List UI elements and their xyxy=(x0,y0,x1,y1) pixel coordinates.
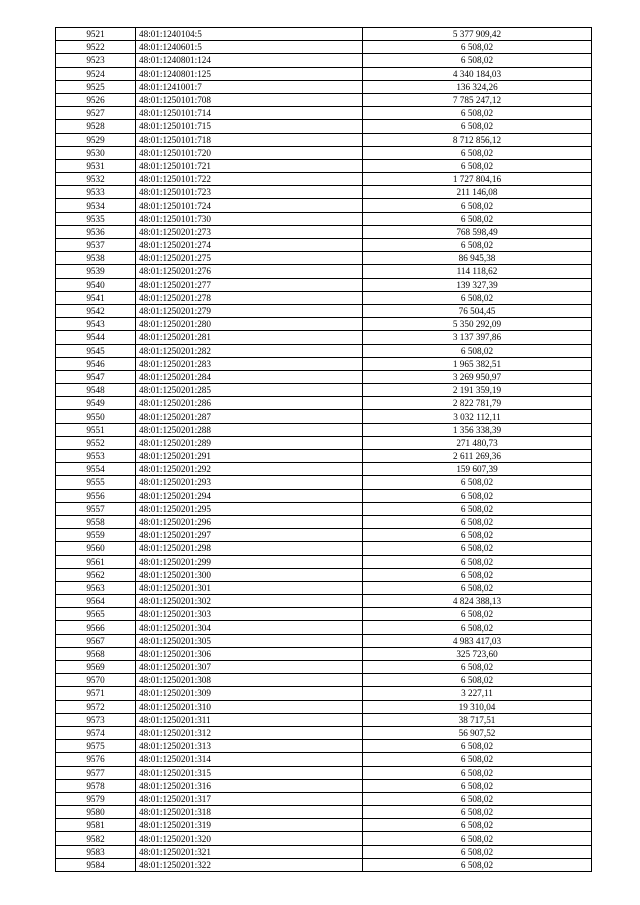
row-number-cell: 9556 xyxy=(56,489,136,502)
row-number-cell: 9567 xyxy=(56,634,136,647)
cadastral-value-cell: 4 824 388,13 xyxy=(363,595,592,608)
row-number-cell: 9573 xyxy=(56,713,136,726)
table-row xyxy=(56,489,592,502)
table-row xyxy=(56,199,592,212)
table-row xyxy=(56,766,592,779)
row-number-cell: 9532 xyxy=(56,173,136,186)
cadastral-value-cell: 159 607,39 xyxy=(363,463,592,476)
row-number-cell: 9572 xyxy=(56,700,136,713)
table-row xyxy=(56,318,592,331)
cadastral-number-cell: 48:01:1250201:280 xyxy=(136,318,363,331)
cadastral-number-cell: 48:01:1250201:288 xyxy=(136,423,363,436)
table-row xyxy=(56,476,592,489)
cadastral-value-cell: 211 146,08 xyxy=(363,186,592,199)
cadastral-number-cell: 48:01:1250101:721 xyxy=(136,159,363,172)
row-number-cell: 9584 xyxy=(56,858,136,871)
row-number-cell: 9563 xyxy=(56,581,136,594)
table-row xyxy=(56,186,592,199)
cadastral-value-cell: 2 611 269,36 xyxy=(363,450,592,463)
cadastral-number-cell: 48:01:1250101:730 xyxy=(136,212,363,225)
cadastral-value-cell: 3 032 112,11 xyxy=(363,410,592,423)
table-row xyxy=(56,542,592,555)
table-row xyxy=(56,832,592,845)
cadastral-value-cell: 6 508,02 xyxy=(363,792,592,805)
cadastral-number-cell: 48:01:1250201:319 xyxy=(136,819,363,832)
table-row xyxy=(56,515,592,528)
row-number-cell: 9538 xyxy=(56,252,136,265)
cadastral-number-cell: 48:01:1250201:320 xyxy=(136,832,363,845)
cadastral-value-cell: 6 508,02 xyxy=(363,529,592,542)
cadastral-number-cell: 48:01:1240104:5 xyxy=(136,28,363,41)
cadastral-value-cell: 1 356 338,39 xyxy=(363,423,592,436)
cadastral-value-table xyxy=(55,27,592,872)
row-number-cell: 9528 xyxy=(56,120,136,133)
cadastral-value-cell: 2 191 359,19 xyxy=(363,384,592,397)
cadastral-value-cell: 2 822 781,79 xyxy=(363,397,592,410)
cadastral-number-cell: 48:01:1250201:279 xyxy=(136,304,363,317)
table-row xyxy=(56,581,592,594)
table-row xyxy=(56,331,592,344)
table-row xyxy=(56,621,592,634)
cadastral-value-cell: 86 945,38 xyxy=(363,252,592,265)
cadastral-value-cell: 4 340 184,03 xyxy=(363,67,592,80)
table-row xyxy=(56,713,592,726)
table-row xyxy=(56,845,592,858)
table-row xyxy=(56,146,592,159)
table-row xyxy=(56,252,592,265)
cadastral-number-cell: 48:01:1250201:281 xyxy=(136,331,363,344)
row-number-cell: 9521 xyxy=(56,28,136,41)
table-row xyxy=(56,397,592,410)
row-number-cell: 9571 xyxy=(56,687,136,700)
cadastral-number-cell: 48:01:1250101:715 xyxy=(136,120,363,133)
row-number-cell: 9576 xyxy=(56,753,136,766)
table-row xyxy=(56,159,592,172)
row-number-cell: 9549 xyxy=(56,397,136,410)
cadastral-number-cell: 48:01:1241001:7 xyxy=(136,80,363,93)
cadastral-value-cell: 6 508,02 xyxy=(363,858,592,871)
cadastral-number-cell: 48:01:1250201:311 xyxy=(136,713,363,726)
row-number-cell: 9544 xyxy=(56,331,136,344)
row-number-cell: 9560 xyxy=(56,542,136,555)
row-number-cell: 9547 xyxy=(56,370,136,383)
row-number-cell: 9559 xyxy=(56,529,136,542)
cadastral-number-cell: 48:01:1250201:277 xyxy=(136,278,363,291)
row-number-cell: 9536 xyxy=(56,225,136,238)
cadastral-value-cell: 6 508,02 xyxy=(363,515,592,528)
cadastral-value-cell: 1 965 382,51 xyxy=(363,357,592,370)
row-number-cell: 9535 xyxy=(56,212,136,225)
table-row xyxy=(56,647,592,660)
cadastral-value-cell: 325 723,60 xyxy=(363,647,592,660)
table-row xyxy=(56,753,592,766)
table-row xyxy=(56,450,592,463)
row-number-cell: 9525 xyxy=(56,80,136,93)
table-row xyxy=(56,304,592,317)
cadastral-number-cell: 48:01:1250201:297 xyxy=(136,529,363,542)
row-number-cell: 9568 xyxy=(56,647,136,660)
cadastral-value-cell: 6 508,02 xyxy=(363,608,592,621)
cadastral-number-cell: 48:01:1250201:315 xyxy=(136,766,363,779)
cadastral-value-cell: 8 712 856,12 xyxy=(363,133,592,146)
table-row xyxy=(56,463,592,476)
cadastral-value-cell: 6 508,02 xyxy=(363,542,592,555)
table-row xyxy=(56,357,592,370)
table-row xyxy=(56,502,592,515)
row-number-cell: 9534 xyxy=(56,199,136,212)
cadastral-value-cell: 56 907,52 xyxy=(363,726,592,739)
cadastral-value-cell: 114 118,62 xyxy=(363,265,592,278)
cadastral-number-cell: 48:01:1250201:314 xyxy=(136,753,363,766)
table-row xyxy=(56,700,592,713)
table-row xyxy=(56,28,592,41)
table-row xyxy=(56,595,592,608)
table-row xyxy=(56,54,592,67)
cadastral-value-cell: 6 508,02 xyxy=(363,107,592,120)
table-row xyxy=(56,687,592,700)
cadastral-value-cell: 6 508,02 xyxy=(363,476,592,489)
table-row xyxy=(56,608,592,621)
cadastral-value-cell: 6 508,02 xyxy=(363,291,592,304)
row-number-cell: 9582 xyxy=(56,832,136,845)
row-number-cell: 9541 xyxy=(56,291,136,304)
row-number-cell: 9537 xyxy=(56,239,136,252)
cadastral-value-cell: 6 508,02 xyxy=(363,344,592,357)
cadastral-value-cell: 38 717,51 xyxy=(363,713,592,726)
cadastral-value-cell: 6 508,02 xyxy=(363,819,592,832)
cadastral-number-cell: 48:01:1250201:278 xyxy=(136,291,363,304)
cadastral-number-cell: 48:01:1250201:287 xyxy=(136,410,363,423)
row-number-cell: 9575 xyxy=(56,740,136,753)
cadastral-number-cell: 48:01:1250101:708 xyxy=(136,93,363,106)
row-number-cell: 9554 xyxy=(56,463,136,476)
cadastral-number-cell: 48:01:1250201:306 xyxy=(136,647,363,660)
cadastral-value-cell: 6 508,02 xyxy=(363,54,592,67)
cadastral-number-cell: 48:01:1240601:5 xyxy=(136,41,363,54)
table-row xyxy=(56,212,592,225)
cadastral-number-cell: 48:01:1250201:286 xyxy=(136,397,363,410)
table-row xyxy=(56,568,592,581)
table-row xyxy=(56,67,592,80)
table-row xyxy=(56,120,592,133)
row-number-cell: 9550 xyxy=(56,410,136,423)
row-number-cell: 9548 xyxy=(56,384,136,397)
cadastral-number-cell: 48:01:1250101:722 xyxy=(136,173,363,186)
row-number-cell: 9542 xyxy=(56,304,136,317)
cadastral-number-cell: 48:01:1240801:125 xyxy=(136,67,363,80)
row-number-cell: 9533 xyxy=(56,186,136,199)
cadastral-number-cell: 48:01:1250201:300 xyxy=(136,568,363,581)
table-row xyxy=(56,740,592,753)
table-row xyxy=(56,806,592,819)
table-row xyxy=(56,384,592,397)
cadastral-number-cell: 48:01:1250201:285 xyxy=(136,384,363,397)
row-number-cell: 9522 xyxy=(56,41,136,54)
cadastral-number-cell: 48:01:1250201:276 xyxy=(136,265,363,278)
table-row xyxy=(56,344,592,357)
row-number-cell: 9529 xyxy=(56,133,136,146)
row-number-cell: 9557 xyxy=(56,502,136,515)
table-row xyxy=(56,107,592,120)
cadastral-value-cell: 6 508,02 xyxy=(363,502,592,515)
table-row xyxy=(56,634,592,647)
cadastral-value-cell: 6 508,02 xyxy=(363,832,592,845)
cadastral-value-cell: 1 727 804,16 xyxy=(363,173,592,186)
cadastral-value-cell: 6 508,02 xyxy=(363,489,592,502)
cadastral-value-cell: 139 327,39 xyxy=(363,278,592,291)
cadastral-value-cell: 6 508,02 xyxy=(363,766,592,779)
cadastral-number-cell: 48:01:1250201:282 xyxy=(136,344,363,357)
cadastral-number-cell: 48:01:1250201:295 xyxy=(136,502,363,515)
cadastral-number-cell: 48:01:1250201:294 xyxy=(136,489,363,502)
row-number-cell: 9531 xyxy=(56,159,136,172)
cadastral-number-cell: 48:01:1250201:293 xyxy=(136,476,363,489)
table-row xyxy=(56,239,592,252)
row-number-cell: 9524 xyxy=(56,67,136,80)
cadastral-number-cell: 48:01:1250201:317 xyxy=(136,792,363,805)
row-number-cell: 9553 xyxy=(56,450,136,463)
row-number-cell: 9561 xyxy=(56,555,136,568)
cadastral-number-cell: 48:01:1250201:322 xyxy=(136,858,363,871)
cadastral-value-cell: 136 324,26 xyxy=(363,80,592,93)
cadastral-value-cell: 3 137 397,86 xyxy=(363,331,592,344)
table-row xyxy=(56,291,592,304)
table-body xyxy=(56,28,592,872)
cadastral-value-cell: 6 508,02 xyxy=(363,621,592,634)
cadastral-number-cell: 48:01:1250201:316 xyxy=(136,779,363,792)
table-row xyxy=(56,423,592,436)
cadastral-value-cell: 6 508,02 xyxy=(363,661,592,674)
cadastral-value-cell: 6 508,02 xyxy=(363,568,592,581)
table-row xyxy=(56,436,592,449)
table-row xyxy=(56,278,592,291)
row-number-cell: 9545 xyxy=(56,344,136,357)
cadastral-value-cell: 6 508,02 xyxy=(363,159,592,172)
row-number-cell: 9546 xyxy=(56,357,136,370)
row-number-cell: 9543 xyxy=(56,318,136,331)
table-row xyxy=(56,819,592,832)
cadastral-value-cell: 6 508,02 xyxy=(363,41,592,54)
cadastral-number-cell: 48:01:1250101:714 xyxy=(136,107,363,120)
table-row xyxy=(56,726,592,739)
row-number-cell: 9562 xyxy=(56,568,136,581)
table-row xyxy=(56,265,592,278)
cadastral-number-cell: 48:01:1250201:318 xyxy=(136,806,363,819)
table-row xyxy=(56,93,592,106)
cadastral-value-cell: 76 504,45 xyxy=(363,304,592,317)
cadastral-value-cell: 3 227,11 xyxy=(363,687,592,700)
cadastral-value-cell: 6 508,02 xyxy=(363,120,592,133)
row-number-cell: 9565 xyxy=(56,608,136,621)
cadastral-number-cell: 48:01:1250201:291 xyxy=(136,450,363,463)
table-row xyxy=(56,555,592,568)
cadastral-number-cell: 48:01:1250201:275 xyxy=(136,252,363,265)
row-number-cell: 9552 xyxy=(56,436,136,449)
table-row xyxy=(56,410,592,423)
row-number-cell: 9577 xyxy=(56,766,136,779)
cadastral-number-cell: 48:01:1250201:303 xyxy=(136,608,363,621)
cadastral-number-cell: 48:01:1250201:273 xyxy=(136,225,363,238)
cadastral-value-cell: 6 508,02 xyxy=(363,555,592,568)
cadastral-number-cell: 48:01:1250201:283 xyxy=(136,357,363,370)
row-number-cell: 9569 xyxy=(56,661,136,674)
cadastral-number-cell: 48:01:1250201:313 xyxy=(136,740,363,753)
table-row xyxy=(56,792,592,805)
cadastral-value-cell: 6 508,02 xyxy=(363,779,592,792)
cadastral-number-cell: 48:01:1250201:299 xyxy=(136,555,363,568)
cadastral-number-cell: 48:01:1250101:720 xyxy=(136,146,363,159)
row-number-cell: 9574 xyxy=(56,726,136,739)
cadastral-value-cell: 19 310,04 xyxy=(363,700,592,713)
cadastral-number-cell: 48:01:1250201:302 xyxy=(136,595,363,608)
cadastral-value-cell: 5 377 909,42 xyxy=(363,28,592,41)
cadastral-value-cell: 4 983 417,03 xyxy=(363,634,592,647)
cadastral-number-cell: 48:01:1250201:307 xyxy=(136,661,363,674)
table-row xyxy=(56,529,592,542)
table-row xyxy=(56,41,592,54)
row-number-cell: 9523 xyxy=(56,54,136,67)
cadastral-number-cell: 48:01:1250201:308 xyxy=(136,674,363,687)
cadastral-number-cell: 48:01:1250201:305 xyxy=(136,634,363,647)
table-row xyxy=(56,173,592,186)
cadastral-number-cell: 48:01:1250101:723 xyxy=(136,186,363,199)
cadastral-value-cell: 6 508,02 xyxy=(363,212,592,225)
cadastral-number-cell: 48:01:1250201:292 xyxy=(136,463,363,476)
cadastral-number-cell: 48:01:1250201:296 xyxy=(136,515,363,528)
row-number-cell: 9578 xyxy=(56,779,136,792)
cadastral-value-cell: 7 785 247,12 xyxy=(363,93,592,106)
table-row xyxy=(56,133,592,146)
cadastral-number-cell: 48:01:1250201:309 xyxy=(136,687,363,700)
cadastral-number-cell: 48:01:1250101:724 xyxy=(136,199,363,212)
cadastral-number-cell: 48:01:1250201:304 xyxy=(136,621,363,634)
cadastral-value-cell: 6 508,02 xyxy=(363,753,592,766)
row-number-cell: 9566 xyxy=(56,621,136,634)
cadastral-number-cell: 48:01:1250201:274 xyxy=(136,239,363,252)
row-number-cell: 9564 xyxy=(56,595,136,608)
cadastral-number-cell: 48:01:1250201:298 xyxy=(136,542,363,555)
cadastral-number-cell: 48:01:1250201:289 xyxy=(136,436,363,449)
table-row xyxy=(56,674,592,687)
row-number-cell: 9581 xyxy=(56,819,136,832)
row-number-cell: 9551 xyxy=(56,423,136,436)
cadastral-number-cell: 48:01:1250201:310 xyxy=(136,700,363,713)
cadastral-number-cell: 48:01:1250201:284 xyxy=(136,370,363,383)
row-number-cell: 9530 xyxy=(56,146,136,159)
cadastral-value-cell: 6 508,02 xyxy=(363,146,592,159)
cadastral-value-cell: 6 508,02 xyxy=(363,581,592,594)
cadastral-number-cell: 48:01:1250101:718 xyxy=(136,133,363,146)
cadastral-value-cell: 6 508,02 xyxy=(363,239,592,252)
table-row xyxy=(56,370,592,383)
cadastral-value-cell: 3 269 950,97 xyxy=(363,370,592,383)
cadastral-number-cell: 48:01:1250201:312 xyxy=(136,726,363,739)
row-number-cell: 9527 xyxy=(56,107,136,120)
row-number-cell: 9540 xyxy=(56,278,136,291)
row-number-cell: 9526 xyxy=(56,93,136,106)
cadastral-value-cell: 6 508,02 xyxy=(363,806,592,819)
cadastral-number-cell: 48:01:1250201:321 xyxy=(136,845,363,858)
cadastral-value-cell: 6 508,02 xyxy=(363,845,592,858)
table-row xyxy=(56,225,592,238)
table-row xyxy=(56,661,592,674)
cadastral-value-cell: 5 350 292,09 xyxy=(363,318,592,331)
cadastral-value-cell: 6 508,02 xyxy=(363,199,592,212)
cadastral-number-cell: 48:01:1250201:301 xyxy=(136,581,363,594)
table-row xyxy=(56,858,592,871)
row-number-cell: 9583 xyxy=(56,845,136,858)
cadastral-value-cell: 768 598,49 xyxy=(363,225,592,238)
cadastral-number-cell: 48:01:1240801:124 xyxy=(136,54,363,67)
table-row xyxy=(56,779,592,792)
row-number-cell: 9539 xyxy=(56,265,136,278)
cadastral-value-cell: 6 508,02 xyxy=(363,674,592,687)
cadastral-value-cell: 6 508,02 xyxy=(363,740,592,753)
row-number-cell: 9555 xyxy=(56,476,136,489)
cadastral-value-cell: 271 480,73 xyxy=(363,436,592,449)
row-number-cell: 9579 xyxy=(56,792,136,805)
row-number-cell: 9558 xyxy=(56,515,136,528)
row-number-cell: 9580 xyxy=(56,806,136,819)
table-row xyxy=(56,80,592,93)
row-number-cell: 9570 xyxy=(56,674,136,687)
